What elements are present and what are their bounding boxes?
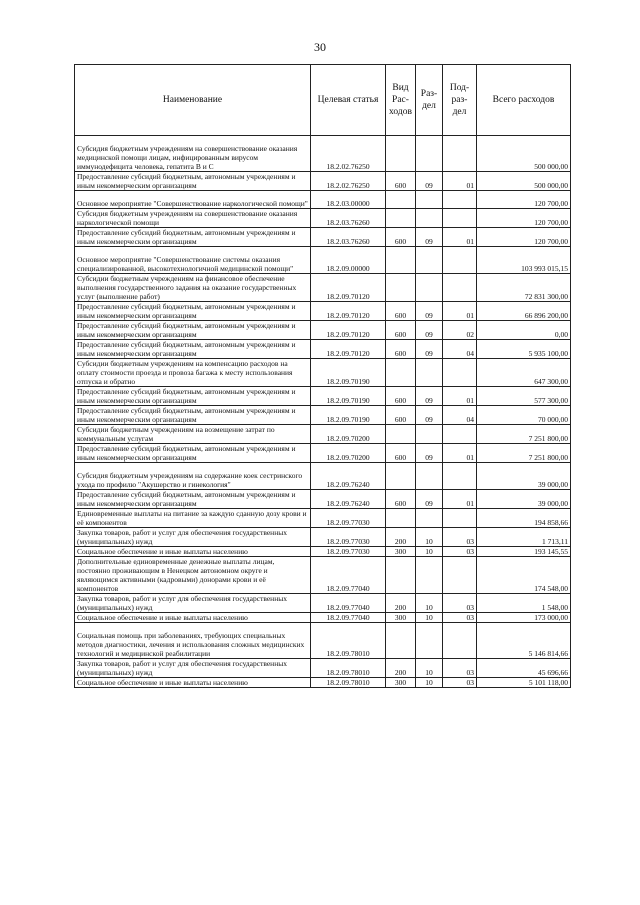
cell-target: 18.2.09.70190 [311,387,386,406]
cell-total: 45 696,66 [477,659,571,678]
cell-target: 18.2.09.70200 [311,425,386,444]
table-row [75,678,571,688]
table-row [75,136,571,172]
cell-target: 18.2.03.76260 [311,209,386,228]
cell-target: 18.2.09.70120 [311,302,386,321]
cell-section [416,247,443,274]
cell-type: 200 [386,659,416,678]
cell-section: 10 [416,659,443,678]
cell-total: 5 935 100,00 [477,340,571,359]
cell-type [386,509,416,528]
cell-total: 173 000,00 [477,613,571,623]
cell-name: Субсидия бюджетным учреждениям на совершенствование оказания медицинской помощи лицам, инфицированным вирусом иммунодефицита человека, гепатита В и С [75,136,311,172]
cell-subsection [443,359,477,387]
table-row [75,623,571,659]
cell-type [386,623,416,659]
cell-total: 72 831 300,00 [477,274,571,302]
cell-target: 18.2.02.76250 [311,172,386,191]
cell-name: Субсидии бюджетным учреждениям на возмещение затрат по коммунальным услугам [75,425,311,444]
cell-total: 39 000,00 [477,490,571,509]
cell-name: Предоставление субсидий бюджетным, автономным учреждениям и иным некоммерческим организациям [75,490,311,509]
cell-target: 18.2.09.77030 [311,547,386,557]
cell-type: 300 [386,547,416,557]
cell-target: 18.2.09.70120 [311,321,386,340]
cell-type: 600 [386,228,416,247]
cell-total: 500 000,00 [477,136,571,172]
cell-section [416,425,443,444]
cell-subsection [443,557,477,594]
cell-name: Закупка товаров, работ и услуг для обеспечения государственных (муниципальных) нужд [75,594,311,613]
cell-type: 600 [386,490,416,509]
table-row [75,321,571,340]
cell-name: Предоставление субсидий бюджетным, автономным учреждениям и иным некоммерческим организациям [75,406,311,425]
cell-total: 1 713,11 [477,528,571,547]
table-row [75,274,571,302]
cell-target: 18.2.09.78010 [311,623,386,659]
cell-target: 18.2.09.70190 [311,359,386,387]
table-row [75,463,571,490]
cell-subsection: 03 [443,659,477,678]
cell-target: 18.2.09.77040 [311,557,386,594]
table-row [75,359,571,387]
cell-type [386,359,416,387]
cell-name: Субсидия бюджетным учреждениям на содержание коек сестринского ухода по профилю "Акушерство и гинекология" [75,463,311,490]
cell-name: Социальное обеспечение и иные выплаты населению [75,678,311,688]
cell-type: 600 [386,406,416,425]
cell-subsection [443,463,477,490]
cell-subsection: 04 [443,406,477,425]
header-target: Целевая статья [311,65,386,136]
cell-type: 600 [386,340,416,359]
header-total: Всего расходов [477,65,571,136]
cell-section: 09 [416,302,443,321]
cell-subsection: 03 [443,547,477,557]
cell-target: 18.2.09.76240 [311,490,386,509]
cell-name: Единовременные выплаты на питание за каждую сданную дозу крови и её компонентов [75,509,311,528]
cell-section [416,557,443,594]
cell-section: 10 [416,594,443,613]
cell-subsection [443,136,477,172]
cell-subsection: 01 [443,490,477,509]
cell-total: 120 700,00 [477,228,571,247]
cell-subsection: 01 [443,302,477,321]
cell-subsection: 01 [443,444,477,463]
cell-total: 193 145,55 [477,547,571,557]
cell-subsection: 01 [443,172,477,191]
cell-target: 18.2.03.00000 [311,191,386,209]
cell-total: 577 300,00 [477,387,571,406]
cell-total: 7 251 800,00 [477,444,571,463]
header-subsection: Под-раз-дел [443,65,477,136]
cell-target: 18.2.09.76240 [311,463,386,490]
cell-target: 18.2.03.76260 [311,228,386,247]
table-row [75,340,571,359]
cell-type [386,557,416,594]
cell-subsection: 01 [443,387,477,406]
cell-total: 500 000,00 [477,172,571,191]
budget-table [74,64,571,688]
table-row [75,302,571,321]
cell-subsection: 03 [443,528,477,547]
cell-name: Основное мероприятие "Совершенствование наркологической помощи" [75,191,311,209]
table-row [75,191,571,209]
cell-type: 600 [386,321,416,340]
table-row [75,528,571,547]
table-row [75,613,571,623]
cell-section: 10 [416,528,443,547]
cell-name: Субсидии бюджетным учреждениям на компенсацию расходов на оплату стоимости проезда и провоза багажа к месту использования отпуска и обратно [75,359,311,387]
cell-section: 09 [416,172,443,191]
table-row [75,247,571,274]
cell-total: 194 858,66 [477,509,571,528]
cell-total: 0,00 [477,321,571,340]
cell-name: Закупка товаров, работ и услуг для обеспечения государственных (муниципальных) нужд [75,528,311,547]
cell-section [416,136,443,172]
cell-type [386,191,416,209]
cell-name: Закупка товаров, работ и услуг для обеспечения государственных (муниципальных) нужд [75,659,311,678]
cell-section [416,463,443,490]
cell-total: 66 896 200,00 [477,302,571,321]
table-header-row [75,65,571,136]
table-row [75,490,571,509]
cell-section: 10 [416,547,443,557]
cell-name: Социальное обеспечение и иные выплаты населению [75,613,311,623]
cell-name: Субсидии бюджетным учреждениям на финансовое обеспечение выполнения государственного задания на оказание государственных услуг (выполнение работ) [75,274,311,302]
cell-type: 600 [386,444,416,463]
cell-total: 647 300,00 [477,359,571,387]
cell-target: 18.2.09.77030 [311,528,386,547]
cell-target: 18.2.09.77040 [311,613,386,623]
table-row [75,509,571,528]
cell-name: Предоставление субсидий бюджетным, автономным учреждениям и иным некоммерческим организациям [75,228,311,247]
table-row [75,387,571,406]
cell-subsection [443,623,477,659]
cell-name: Дополнительные единовременные денежные выплаты лицам, постоянно проживающим в Ненецком автономном округе и являющимся активными (кадровыми) донорами крови и её компонентов [75,557,311,594]
cell-target: 18.2.09.00000 [311,247,386,274]
cell-section [416,509,443,528]
cell-total: 5 146 814,66 [477,623,571,659]
cell-subsection: 03 [443,613,477,623]
cell-type [386,209,416,228]
header-section: Раз-дел [416,65,443,136]
cell-type [386,247,416,274]
page-number: 30 [314,40,326,54]
header-type: Вид Рас-ходов [386,65,416,136]
cell-subsection: 01 [443,228,477,247]
cell-total: 39 000,00 [477,463,571,490]
table-row [75,594,571,613]
cell-section: 09 [416,340,443,359]
cell-subsection [443,247,477,274]
cell-name: Социальное обеспечение и иные выплаты населению [75,547,311,557]
cell-section [416,623,443,659]
table-row [75,172,571,191]
cell-name: Предоставление субсидий бюджетным, автономным учреждениям и иным некоммерческим организациям [75,387,311,406]
cell-total: 174 548,00 [477,557,571,594]
table-row [75,228,571,247]
cell-target: 18.2.09.70200 [311,444,386,463]
cell-subsection [443,425,477,444]
table-row [75,406,571,425]
cell-type [386,274,416,302]
cell-target: 18.2.09.70120 [311,274,386,302]
cell-type [386,463,416,490]
cell-section [416,209,443,228]
cell-name: Предоставление субсидий бюджетным, автономным учреждениям и иным некоммерческим организациям [75,321,311,340]
cell-total: 1 548,00 [477,594,571,613]
cell-section [416,359,443,387]
cell-total: 103 993 015,15 [477,247,571,274]
cell-name: Предоставление субсидий бюджетным, автономным учреждениям и иным некоммерческим организациям [75,172,311,191]
cell-target: 18.2.02.76250 [311,136,386,172]
cell-section: 09 [416,321,443,340]
cell-type: 300 [386,678,416,688]
table-row [75,557,571,594]
cell-name: Предоставление субсидий бюджетным, автономным учреждениям и иным некоммерческим организациям [75,340,311,359]
cell-type: 600 [386,172,416,191]
cell-subsection: 03 [443,678,477,688]
cell-section: 09 [416,490,443,509]
cell-target: 18.2.09.78010 [311,678,386,688]
cell-section: 09 [416,406,443,425]
cell-section: 09 [416,228,443,247]
cell-total: 120 700,00 [477,209,571,228]
table-row [75,547,571,557]
cell-target: 18.2.09.70120 [311,340,386,359]
cell-total: 120 700,00 [477,191,571,209]
cell-section [416,191,443,209]
cell-target: 18.2.09.77040 [311,594,386,613]
cell-subsection [443,509,477,528]
cell-total: 5 101 118,00 [477,678,571,688]
cell-section: 10 [416,678,443,688]
cell-type [386,136,416,172]
cell-type: 200 [386,528,416,547]
table-row [75,209,571,228]
cell-name: Предоставление субсидий бюджетным, автономным учреждениям и иным некоммерческим организациям [75,444,311,463]
cell-section: 09 [416,444,443,463]
cell-subsection [443,191,477,209]
cell-subsection [443,274,477,302]
cell-section: 09 [416,387,443,406]
cell-total: 7 251 800,00 [477,425,571,444]
cell-section [416,274,443,302]
cell-subsection: 03 [443,594,477,613]
cell-type: 300 [386,613,416,623]
cell-target: 18.2.09.78010 [311,659,386,678]
cell-target: 18.2.09.70190 [311,406,386,425]
header-name: Наименование [75,65,311,136]
cell-name: Социальная помощь при заболеваниях, требующих специальных методов диагностики, лечения и использования сложных медицинских технологий и медицинской реабилитации [75,623,311,659]
cell-type [386,425,416,444]
cell-section: 10 [416,613,443,623]
cell-subsection: 02 [443,321,477,340]
table-row [75,659,571,678]
cell-subsection [443,209,477,228]
cell-name: Предоставление субсидий бюджетным, автономным учреждениям и иным некоммерческим организациям [75,302,311,321]
cell-type: 600 [386,302,416,321]
cell-subsection: 04 [443,340,477,359]
cell-total: 70 000,00 [477,406,571,425]
cell-name: Основное мероприятие "Совершенствование системы оказания специализированной, высокотехнологичной медицинской помощи" [75,247,311,274]
cell-type: 200 [386,594,416,613]
cell-type: 600 [386,387,416,406]
table-row [75,444,571,463]
table-row [75,425,571,444]
cell-name: Субсидия бюджетным учреждениям на совершенствование оказания наркологической помощи [75,209,311,228]
cell-target: 18.2.09.77030 [311,509,386,528]
